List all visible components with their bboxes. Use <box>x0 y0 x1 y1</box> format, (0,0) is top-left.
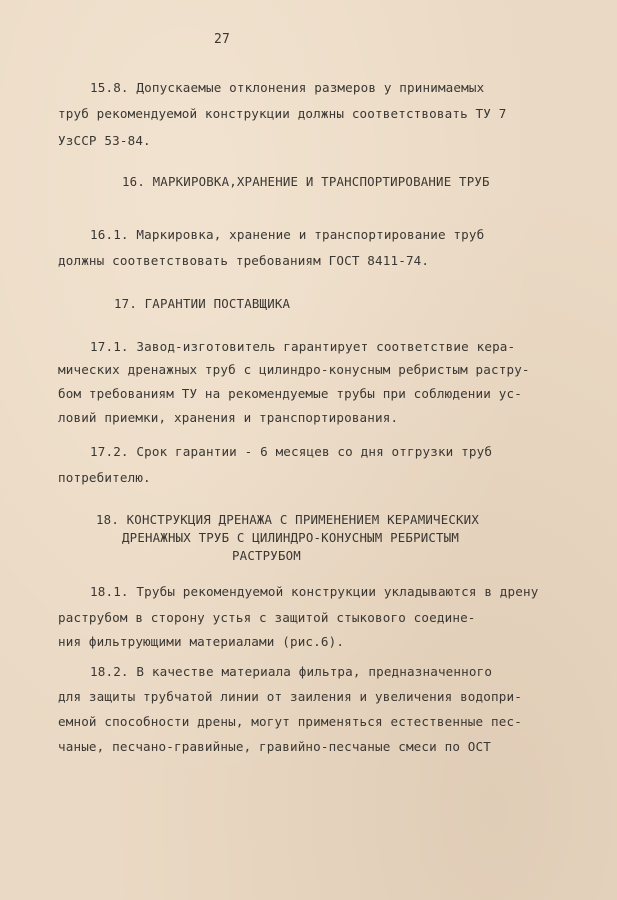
paragraph-18-1-line-3: ния фильтрующими материалами (рис.6). <box>58 634 345 649</box>
paragraph-17-2-line-2: потребителю. <box>58 470 151 485</box>
paragraph-17-1-line-2: мических дренажных труб с цилиндро-конусным ребристым растру- <box>58 362 530 377</box>
paragraph-15-8-line-1: 15.8. Допускаемые отклонения размеров у принимаемых <box>90 80 485 95</box>
section-18-heading-line-2: ДРЕНАЖНЫХ ТРУБ С ЦИЛИНДРО-КОНУСНЫМ РЕБРИСТЫМ <box>122 530 460 545</box>
paragraph-16-1-line-1: 16.1. Маркировка, хранение и транспортирование труб <box>90 227 485 242</box>
paragraph-16-1-line-2: должны соответствовать требованиям ГОСТ 8411-74. <box>58 253 430 268</box>
paragraph-18-2-line-3: емной способности дрены, могут применяться естественные пес- <box>58 714 522 729</box>
page-number: 27 <box>214 32 230 47</box>
paragraph-18-2-line-4: чаные, песчано-гравийные, гравийно-песчаные смеси по ОСТ <box>58 739 491 754</box>
section-17-heading: 17. ГАРАНТИИ ПОСТАВЩИКА <box>114 296 291 311</box>
section-18-heading-line-1: 18. КОНСТРУКЦИЯ ДРЕНАЖА С ПРИМЕНЕНИЕМ КЕРАМИЧЕСКИХ <box>96 512 479 527</box>
paragraph-17-1-line-1: 17.1. Завод-изготовитель гарантирует соответствие кера- <box>90 339 516 354</box>
paragraph-18-1-line-1: 18.1. Трубы рекомендуемой конструкции укладываются в дрену <box>90 584 539 599</box>
section-18-heading-line-3: РАСТРУБОМ <box>232 548 301 563</box>
paragraph-17-1-line-4: ловий приемки, хранения и транспортирования. <box>58 410 399 425</box>
paragraph-18-2-line-2: для защиты трубчатой линии от заиления и увеличения водопри- <box>58 689 522 704</box>
paragraph-15-8-line-3: УзССР 53-84. <box>58 133 151 148</box>
paragraph-18-2-line-1: 18.2. В качестве материала фильтра, предназначенного <box>90 664 493 679</box>
section-16-heading: 16. МАРКИРОВКА,ХРАНЕНИЕ И ТРАНСПОРТИРОВАНИЕ ТРУБ <box>122 174 490 189</box>
paragraph-18-1-line-2: раструбом в сторону устья с защитой стыкового соедине- <box>58 610 476 625</box>
paragraph-17-1-line-3: бом требованиям ТУ на рекомендуемые трубы при соблюдении ус- <box>58 386 522 401</box>
paragraph-15-8-line-2: труб рекомендуемой конструкции должны соответствовать ТУ 7 <box>58 106 507 121</box>
paragraph-17-2-line-1: 17.2. Срок гарантии - 6 месяцев со дня отгрузки труб <box>90 444 493 459</box>
